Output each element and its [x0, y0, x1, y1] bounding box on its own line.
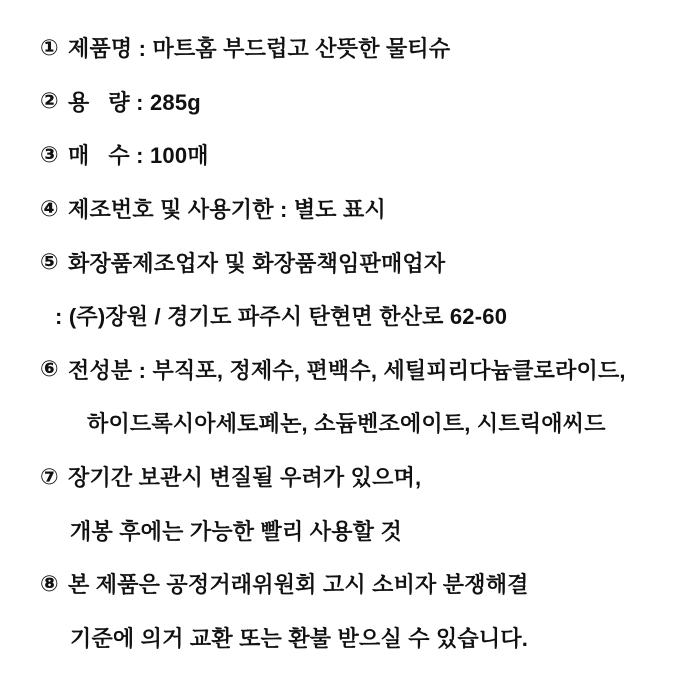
item-number-circled-8: ⑧ — [40, 570, 59, 596]
item-number-circled-1: ① — [40, 34, 59, 60]
item-number-circled-4: ④ — [40, 195, 59, 221]
item-text-ingredients-line2: 하이드록시아세토페논, 소듐벤조에이트, 시트릭애씨드 — [87, 411, 606, 437]
item-text-manufacturer-title: 화장품제조업자 및 화장품책임판매업자 — [68, 250, 446, 276]
item-number-circled-7: ⑦ — [40, 463, 59, 489]
item-text-refund-notice-line1: 본 제품은 공정거래위원회 고시 소비자 분쟁해결 — [68, 572, 529, 598]
label-item-2 — [40, 75, 659, 129]
label-item-5-continuation — [40, 289, 659, 343]
item-number-circled-5: ⑤ — [40, 249, 59, 275]
item-text-manufacturer-address: : (주)장원 / 경기도 파주시 탄현면 한산로 62-60 — [55, 304, 508, 330]
label-item-6 — [40, 343, 659, 397]
label-item-1 — [40, 21, 659, 75]
label-item-4 — [40, 182, 659, 236]
label-item-6-continuation — [40, 396, 659, 450]
label-item-7 — [40, 450, 659, 504]
item-text-product-name: 제품명 : 마트홈 부드럽고 산뜻한 물티슈 — [68, 36, 451, 62]
item-text-ingredients-line1: 전성분 : 부직포, 정제수, 편백수, 세틸피리다늄클로라이드, — [68, 357, 626, 383]
label-item-3 — [40, 128, 659, 182]
item-number-circled-2: ② — [40, 88, 59, 114]
label-item-7-continuation — [40, 503, 659, 557]
label-item-8-continuation — [40, 611, 659, 665]
item-text-lot-expiry: 제조번호 및 사용기한 : 별도 표시 — [68, 197, 386, 223]
item-text-storage-warning-line1: 장기간 보관시 변질될 우려가 있으며, — [68, 465, 422, 491]
label-item-5 — [40, 235, 659, 289]
item-text-sheet-count: 매 수 : 100매 — [68, 143, 209, 169]
item-number-circled-6: ⑥ — [40, 356, 59, 382]
item-text-refund-notice-line2: 기준에 의거 교환 또는 환불 받으실 수 있습니다. — [70, 625, 529, 651]
label-item-8 — [40, 557, 659, 611]
item-text-storage-warning-line2: 개봉 후에는 가능한 빨리 사용할 것 — [70, 518, 402, 544]
item-number-circled-3: ③ — [40, 141, 59, 167]
item-text-volume: 용 량 : 285g — [68, 89, 201, 115]
